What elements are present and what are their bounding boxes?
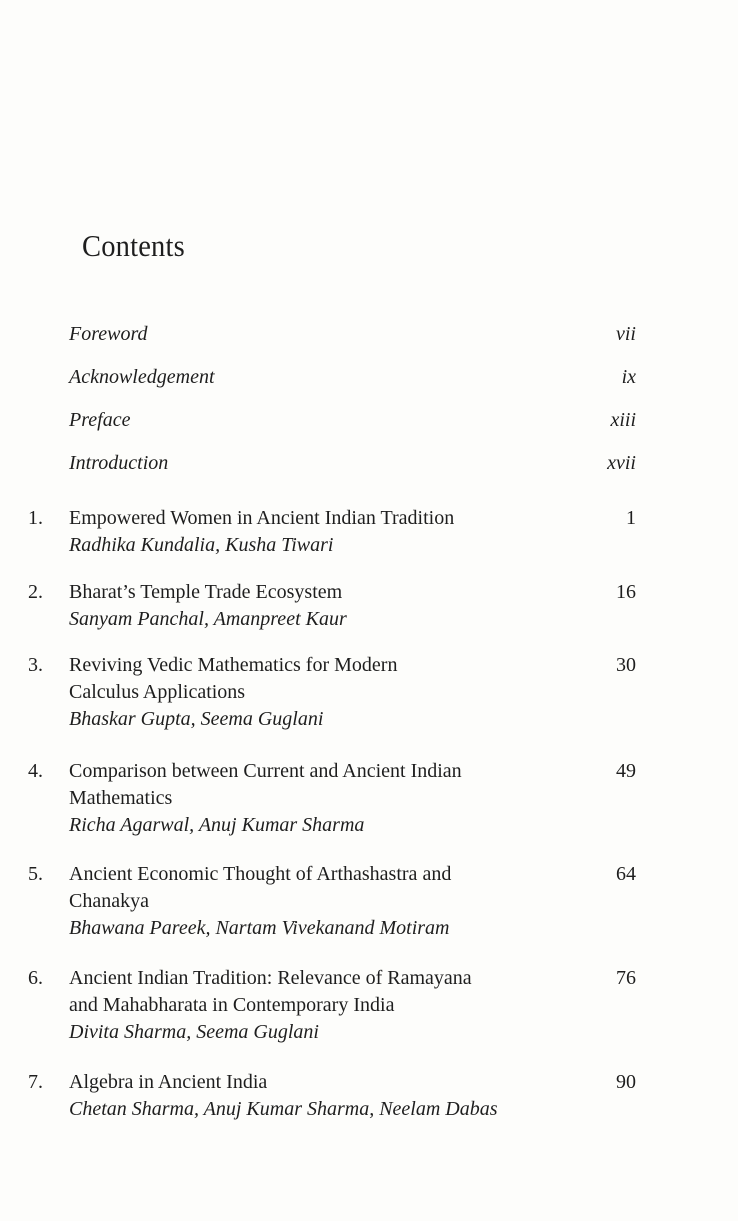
chapter-title-line: Comparison between Current and Ancient Indian <box>69 760 462 782</box>
chapter-title-line: Reviving Vedic Mathematics for Modern <box>69 654 398 676</box>
chapter-body <box>69 758 569 839</box>
chapter-body <box>69 1069 569 1123</box>
chapter-number: 1. <box>28 507 43 529</box>
chapter-page: 76 <box>616 967 636 989</box>
chapter-title-line: Calculus Applications <box>69 681 246 703</box>
chapter-body <box>69 579 569 633</box>
chapter-authors: Richa Agarwal, Anuj Kumar Sharma <box>69 814 365 836</box>
chapter-page: 16 <box>616 581 636 603</box>
chapter-number: 4. <box>28 760 43 782</box>
chapter-body <box>69 652 569 733</box>
chapter-page: 90 <box>616 1071 636 1093</box>
chapter-number: 3. <box>28 654 43 676</box>
chapter-title: Bharat’s Temple Trade Ecosystem <box>69 581 343 603</box>
front-matter-title: Foreword <box>69 323 148 345</box>
chapter-title: Algebra in Ancient India <box>69 1071 268 1093</box>
chapter-page: 49 <box>616 760 636 782</box>
chapter-authors: Sanyam Panchal, Amanpreet Kaur <box>69 608 347 630</box>
chapter-title-line: and Mahabharata in Contemporary India <box>69 994 395 1016</box>
chapter-title-line: Mathematics <box>69 787 173 809</box>
chapter-page: 1 <box>626 507 636 529</box>
chapter-title: Empowered Women in Ancient Indian Tradition <box>69 507 455 529</box>
chapter-authors: Divita Sharma, Seema Guglani <box>69 1021 319 1043</box>
chapter-body <box>69 505 569 559</box>
chapter-number: 7. <box>28 1071 43 1093</box>
chapter-number: 2. <box>28 581 43 603</box>
front-matter-page: xiii <box>610 409 636 431</box>
front-matter-page: vii <box>616 323 636 345</box>
chapter-title-line: Ancient Economic Thought of Arthashastra and <box>69 863 452 885</box>
front-matter-page: xvii <box>607 452 636 474</box>
chapter-title-line: Chanakya <box>69 890 149 912</box>
chapter-page: 30 <box>616 654 636 676</box>
chapter-page: 64 <box>616 863 636 885</box>
front-matter-title: Introduction <box>69 452 169 474</box>
chapter-authors: Chetan Sharma, Anuj Kumar Sharma, Neelam Dabas <box>69 1098 498 1120</box>
front-matter-title: Preface <box>69 409 131 431</box>
chapter-body <box>69 965 569 1046</box>
front-matter-page: ix <box>621 366 636 388</box>
front-matter-title: Acknowledgement <box>69 366 215 388</box>
chapter-authors: Radhika Kundalia, Kusha Tiwari <box>69 534 334 556</box>
chapter-body <box>69 861 569 942</box>
chapter-title-line: Ancient Indian Tradition: Relevance of Ramayana <box>69 967 472 989</box>
chapter-authors: Bhawana Pareek, Nartam Vivekanand Motiram <box>69 917 450 939</box>
chapter-authors: Bhaskar Gupta, Seema Guglani <box>69 708 324 730</box>
chapter-number: 5. <box>28 863 43 885</box>
page-title: Contents <box>82 228 185 263</box>
chapter-number: 6. <box>28 967 43 989</box>
